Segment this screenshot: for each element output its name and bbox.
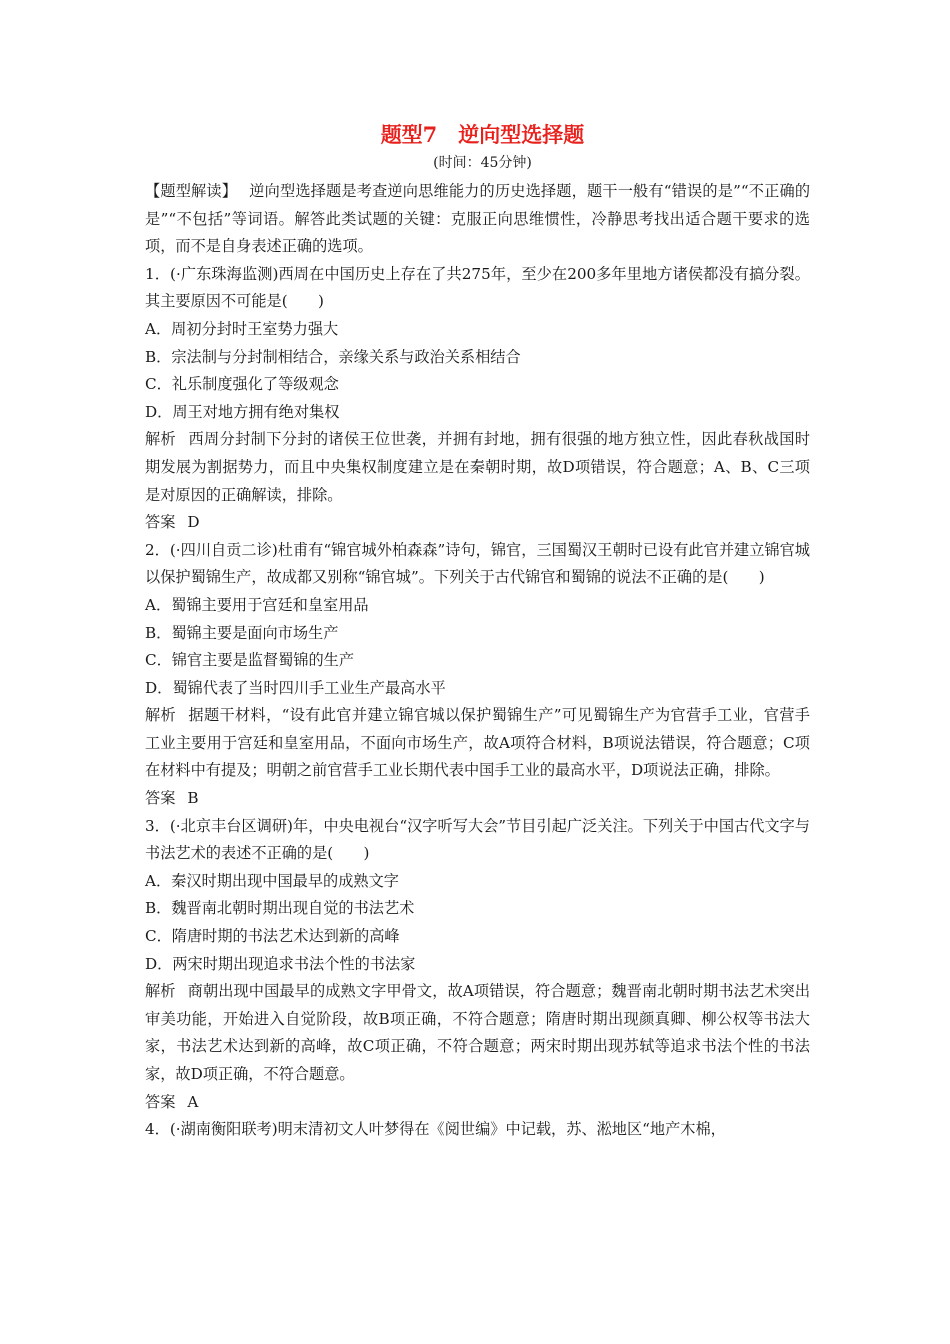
analysis-text: 西周分封制下分封的诸侯王位世袭，并拥有封地，拥有很强的地方独立性，因此春秋战国时期发展为割据势力，而且中央集权制度建立是在秦朝时期，故D项错误，符合题意；A、B、C三项是对原因的正确解读，排除。	[145, 430, 811, 504]
option: C．隋唐时期的书法艺术达到新的高峰	[145, 927, 400, 946]
option: A．周初分封时王室势力强大	[145, 319, 339, 338]
analysis	[145, 426, 810, 509]
answer	[145, 509, 810, 537]
answer	[145, 1089, 810, 1117]
option: B．蜀锦主要是面向市场生产	[145, 623, 339, 642]
page-title: 题型7 逆向型选择题	[380, 122, 585, 147]
time-limit: (时间：45分钟)	[433, 155, 532, 171]
option: B．魏晋南北朝时期出现自觉的书法艺术	[145, 899, 415, 918]
analysis-text: 商朝出现中国最早的成熟文字甲骨文，故A项错误，符合题意；魏晋南北朝时期书法艺术突出审美功能，开始进入自觉阶段，故B项正确，不符合题意；隋唐时期出现颜真卿、柳公权等书法大家，书法艺术达到新的高峰，故C项正确，不符合题意；两宋时期出现苏轼等追求书法个性的书法家，故D项正确，不符合题意。	[145, 982, 811, 1083]
analysis	[145, 702, 810, 785]
option: D．两宋时期出现追求书法个性的书法家	[145, 954, 416, 973]
analysis-label: 解析	[145, 430, 177, 449]
answer	[145, 785, 810, 813]
analysis-label: 解析	[145, 706, 177, 725]
answer-value: A	[187, 1092, 199, 1111]
question-stem: 4．(·湖南衡阳联考)明末清初文人叶梦得在《阅世编》中记载，苏、淞地区“地产木棉，	[145, 1120, 726, 1139]
answer-label: 答案	[145, 1092, 176, 1111]
option: C．礼乐制度强化了等级观念	[145, 375, 339, 394]
document-page	[145, 118, 810, 1144]
option: A．蜀锦主要用于宫廷和皇室用品	[145, 595, 369, 614]
option: C．锦官主要是监督蜀锦的生产	[145, 651, 355, 670]
intro-paragraph	[145, 178, 810, 261]
question-stem: 3．(·北京丰台区调研)年，中央电视台“汉字听写大会”节目引起广泛关注。下列关于中国古代文字与书法艺术的表述不正确的是( )	[145, 816, 810, 863]
answer-label: 答案	[145, 789, 176, 808]
answer-label: 答案	[145, 513, 176, 532]
intro-label: 【题型解读】	[145, 182, 238, 200]
analysis	[145, 978, 810, 1088]
question-stem: 1．(·广东珠海监测)西周在中国历史上存在了共275年，至少在200多年里地方诸侯都没有搞分裂。其主要原因不可能是( )	[145, 264, 810, 311]
question-stem: 2．(·四川自贡二诊)杜甫有“锦官城外柏森森”诗句，锦官，三国蜀汉王朝时已设有此官并建立锦官城以保护蜀锦生产，故成都又别称“锦官城”。下列关于古代锦官和蜀锦的说法不正确的是( )	[145, 540, 810, 587]
answer-value: D	[187, 513, 200, 532]
option: D．周王对地方拥有绝对集权	[145, 402, 340, 421]
answer-value: B	[187, 789, 199, 808]
intro-text: 逆向型选择题是考查逆向思维能力的历史选择题，题干一般有“错误的是”“不正确的是”“不包括”等词语。解答此类试题的关键：克服正向思维惯性，冷静思考找出适合题干要求的选项，而不是自身表述正确的选项。	[145, 182, 811, 256]
analysis-label: 解析	[145, 982, 176, 1001]
option: B．宗法制与分封制相结合，亲缘关系与政治关系相结合	[145, 347, 521, 366]
option: D．蜀锦代表了当时四川手工业生产最高水平	[145, 678, 446, 697]
analysis-text: 据题干材料，“设有此官并建立锦官城以保护蜀锦生产”可见蜀锦生产为官营手工业，官营手工业主要用于宫廷和皇室用品，不面向市场生产，故A项符合材料，B项说法错误，符合题意；C项在材料中有提及；明朝之前官营手工业长期代表中国手工业的最高水平，D项说法正确，排除。	[145, 706, 810, 780]
option: A．秦汉时期出现中国最早的成熟文字	[145, 871, 399, 890]
